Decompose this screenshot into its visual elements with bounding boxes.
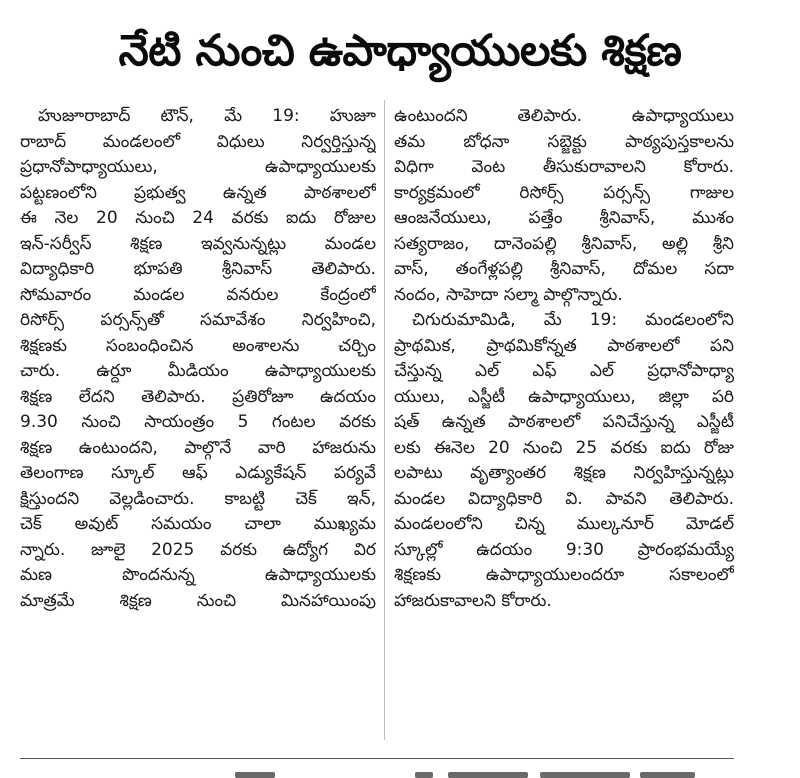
text-line: ఉంటుందని తెలిపారు. ఉపాధ్యాయులు [394,106,734,126]
text-line: సత్యరాజం, దానెంపల్లి శ్రీనివాస్, అల్లి శ్రీని [394,233,734,254]
text-fragment [540,772,630,778]
text-line: కార్యక్రమంలో రిసోర్స్ పర్సన్స్ గాజుల [394,182,734,203]
text-line: ఈ నెల 20 నుంచి 24 వరకు ఐదు రోజుల [20,208,376,228]
text-line: తమ బోధనా సబ్జెక్టు పాఠ్యపుస్తకాలను [394,131,734,152]
text-line: 9.30 నుంచి సాయంత్రం 5 గంటల వరకు [20,412,376,432]
text-line: షత్ ఉన్నత పాఠశాలలో పనిచేస్తున్న ఎస్జీటీ [394,412,734,432]
text-line: శిక్షణ ఉంటుందని, పాల్గొనే వారి హాజరును [20,437,376,458]
article-column-left [20,104,376,614]
text-line: చారు. ఉర్దూ మీడియం ఉపాధ్యాయులకు [20,361,376,381]
text-line: స్కూల్లో ఉదయం 9:30 ప్రారంభమయ్యే [394,539,734,560]
text-line: నందం, సాహెదా సల్మా పాల్గొన్నారు. [394,284,623,305]
text-line: శిక్షణకు సంబంధించిన అంశాలను చర్చిం [20,335,376,356]
text-line: వాస్, తంగేళ్లపల్లి శ్రీనివాస్, దోమల సదా [394,259,734,279]
text-line: హుజూరాబాద్ టౌన్, మే 19: హుజూ [38,106,376,126]
text-line: మాత్రమే శిక్షణ నుంచి మినహాయింపు [20,590,376,611]
text-fragment [448,772,528,778]
text-line: ఆంజనేయులు, పత్తేం శ్రీనివాస్, ముశం [394,208,734,228]
text-line: రిసోర్స్ పర్సన్స్‌తో సమావేశం నిర్వహించి, [20,310,376,330]
text-line: మండల విద్యాధికారి వి. పావని తెలిపారు. [394,488,734,509]
text-line: లకు ఈనెల 20 నుంచి 25 వరకు ఐదు రోజు [394,437,734,458]
text-line: మణ పొందనున్న ఉపాధ్యాయులకు [20,565,376,585]
text-line: సోమవారం మండల వనరుల కేంద్రంలో [20,284,376,305]
text-line: లపాటు వృత్యాంతర శిక్షణ నిర్వహిస్తున్నట్లు [394,463,734,483]
text-line: శిక్షణకు ఉపాధ్యాయులందరూ సకాలంలో [394,565,734,585]
text-line: యులు, ఎస్జీటీ ఉపాధ్యాయులు, జిల్లా పరి [394,386,734,407]
text-line: తెలంగాణ స్కూల్ ఆఫ్ ఎడ్యుకేషన్ పర్యవే [20,463,376,483]
text-line: న్నారు. జూలై 2025 వరకు ఉద్యోగ విర [20,539,376,560]
bottom-rule [20,758,734,759]
article-headline: నేటి నుంచి ఉపాధ్యాయులకు శిక్షణ [118,26,682,76]
text-line: విద్యాధికారి భూపతి శ్రీనివాస్ తెలిపారు. [20,259,376,279]
text-line: క్షిస్తుందని వెల్లడించారు. కాబట్టి చెక్ ఇన్, [20,488,376,509]
text-line: విధిగా వెంట తీసుకురావాలని కోరారు. [394,157,734,177]
text-line: ప్రాథమిక, ప్రాథమికోన్నత పాఠశాలలో పని [394,335,734,356]
text-line: మండలంలోని చిన్న ముల్కనూర్ మోడల్ [394,514,734,534]
text-fragment [640,772,695,778]
text-line: చిగురుమామిడి, మే 19: మండలంలోని [412,310,734,330]
text-fragment [415,772,433,778]
text-line: చేస్తున్న ఎల్ ఎఫ్ ఎల్ ప్రధానోపాధ్యా [394,361,734,381]
text-fragment [235,772,275,778]
text-line: ఇన్-సర్వీస్ శిక్షణ ఇవ్వనున్నట్లు మండల [20,233,376,254]
column-divider [384,100,385,740]
text-line: రాబాద్ మండలంలో విధులు నిర్వర్తిస్తున్న [20,131,376,152]
clipped-next-article-edge [20,768,734,778]
text-line: చెక్ అవుట్ సమయం చాలా ముఖ్యమ [20,514,376,534]
text-line: ప్రధానోపాధ్యాయులు, ఉపాధ్యాయులకు [20,157,376,177]
text-line: హాజరుకావాలని కోరారు. [394,590,552,611]
article-column-right [394,104,734,614]
text-line: శిక్షణ లేదని తెలిపారు. ప్రతిరోజూ ఉదయం [20,386,376,407]
text-line: పట్టణంలోని ప్రభుత్వ ఉన్నత పాఠశాలలో [20,182,376,203]
